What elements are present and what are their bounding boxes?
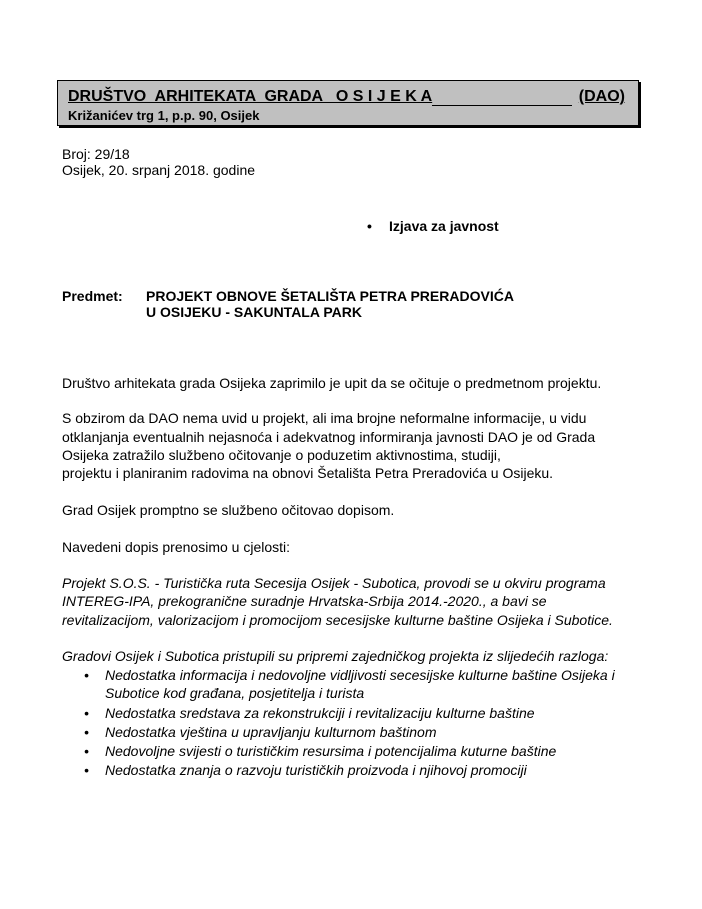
list-item-text: Nedostatka znanja o razvoju turističkih proizvoda i njihovoj promociji <box>105 762 527 778</box>
recipient-label: Izjava za javnost <box>389 218 499 234</box>
letterhead-title <box>68 88 633 106</box>
paragraph-3: Grad Osijek promptno se službeno očitovao dopisom. <box>62 502 395 518</box>
quote-line-3: revitalizacijom, valorizacijom i promocijom secesijske kulturne baštine Osijeka i Subotice. <box>62 612 613 628</box>
list-item-text: Nedostatka vještina u upravljanju kulturnom baštinom <box>105 724 437 740</box>
subject-line-1: PROJEKT OBNOVE ŠETALIŠTA PETRA PRERADOVIĆA <box>146 288 514 304</box>
paragraph-4: Navedeni dopis prenosimo u cjelosti: <box>62 539 291 555</box>
paragraph-2-line-2: otklanjanja eventualnih nejasnoća i adekvatnog informiranja javnosti DAO je od Grada <box>62 429 596 445</box>
quote-line-2: INTEREG-IPA, prekogranične suradnje Hrvatska-Srbija 2014.-2020., a bavi se <box>62 593 547 609</box>
letterhead <box>57 80 639 126</box>
list-item-text-continued: Subotice kod građana, posjetitelja i turista <box>105 685 365 701</box>
subject-line-2: U OSIJEKU - SAKUNTALA PARK <box>146 304 362 320</box>
bullet-icon: • <box>84 724 89 740</box>
bullet-icon: • <box>84 762 89 778</box>
place-date: Osijek, 20. srpanj 2018. godine <box>62 162 256 178</box>
org-abbreviation: (DAO) <box>578 88 625 105</box>
document-number: Broj: 29/18 <box>62 146 130 162</box>
bullet-icon: • <box>84 667 89 683</box>
list-item-text: Nedovoljne svijesti o turističkim resursima i potencijalima kuturne baštine <box>105 743 557 759</box>
subject-label: Predmet: <box>62 288 123 304</box>
reasons-intro: Gradovi Osijek i Subotica pristupili su pripremi zajedničkog projekta iz slijedećih razloga: <box>62 648 609 664</box>
list-item <box>84 723 644 741</box>
quote-line-1: Projekt S.O.S. - Turistička ruta Secesija Osijek - Subotica, provodi se u okviru programa <box>62 575 606 591</box>
paragraph-2-line-4: projektu i planiranim radovima na obnovi Šetališta Petra Preradovića u Osijeku. <box>62 465 554 481</box>
list-item <box>84 761 644 779</box>
bullet-icon: • <box>84 743 89 759</box>
recipient-bullet: • <box>367 218 372 234</box>
paragraph-1: Društvo arhitekata grada Osijeka zaprimilo je upit da se očituje o predmetnom projektu. <box>62 375 602 391</box>
org-name: DRUŠTVO ARHITEKATA GRADA O S I J E K A <box>68 88 433 105</box>
list-item <box>84 704 644 722</box>
paragraph-2-line-3: Osijeka zatražilo službeno očitovanje o poduzetim aktivnostima, studiji, <box>62 447 501 463</box>
list-item-text: Nedostatka informacija i nedovoljne vidljivosti secesijske kulturne baštine Osijeka i <box>105 667 615 683</box>
paragraph-2-line-1: S obzirom da DAO nema uvid u projekt, ali ima brojne neformalne informacije, u vidu <box>62 410 587 426</box>
org-address: Križanićev trg 1, p.p. 90, Osijek <box>68 108 260 123</box>
list-item <box>84 742 644 760</box>
bullet-icon: • <box>84 705 89 721</box>
list-item-text: Nedostatka sredstava za rekonstrukciji i revitalizaciju kulturne baštine <box>105 705 535 721</box>
list-item <box>84 666 644 702</box>
title-underline <box>432 91 572 106</box>
